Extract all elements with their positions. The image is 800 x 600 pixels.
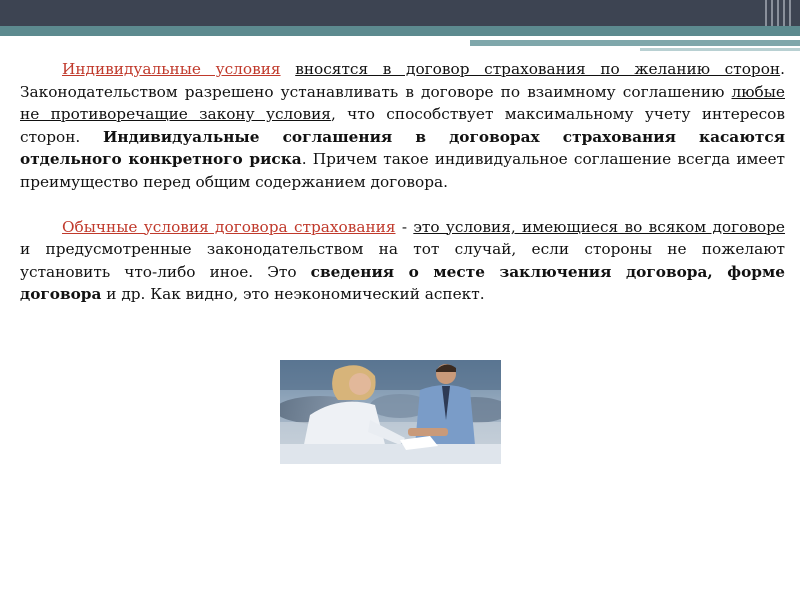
bold-phrase: сведения о месте заключения договора, форме договора: [20, 262, 785, 304]
header-accent-band: [0, 26, 800, 36]
paragraph-individual-conditions: [20, 58, 785, 194]
text-fragment: и др. Как видно, это неэкономический аспект.: [101, 285, 485, 304]
header-accent-line: [470, 40, 800, 46]
underlined-phrase: любые не противоречащие закону условия: [20, 82, 785, 124]
term-ordinary-conditions: Обычные условия договора страхования: [62, 217, 396, 236]
text-fragment: . Причем такое индивидуальное соглашение всегда имеет преимущество перед общим содержанием договора.: [20, 150, 786, 191]
slide-body: [20, 58, 785, 306]
paragraph-ordinary-conditions: [20, 216, 785, 306]
header-stripes: [760, 0, 800, 26]
bold-phrase: Индивидуальные соглашения в договорах страхования касаются отдельного конкретного риска: [20, 127, 785, 169]
header-accent-line-light: [640, 48, 800, 51]
underlined-phrase: вносятся в договор страхования по желанию сторон: [295, 60, 781, 78]
text-fragment: . Законодательством разрешено устанавливать в договоре по взаимному соглашению: [20, 60, 785, 101]
term-individual-conditions: Индивидуальные условия: [62, 60, 281, 78]
text-fragment: -: [395, 217, 414, 236]
text-fragment: [281, 60, 296, 78]
text-fragment: и предусмотренные законодательством на тот случай, если стороны не пожелают установить что-либо иное. Это: [20, 240, 785, 281]
text-fragment: , что способствует максимальному учету интересов сторон.: [20, 105, 785, 146]
header-bar: [0, 0, 800, 26]
underlined-phrase: это условия, имеющиеся во всяком договоре: [413, 217, 785, 236]
business-meeting-photo: [280, 360, 501, 464]
